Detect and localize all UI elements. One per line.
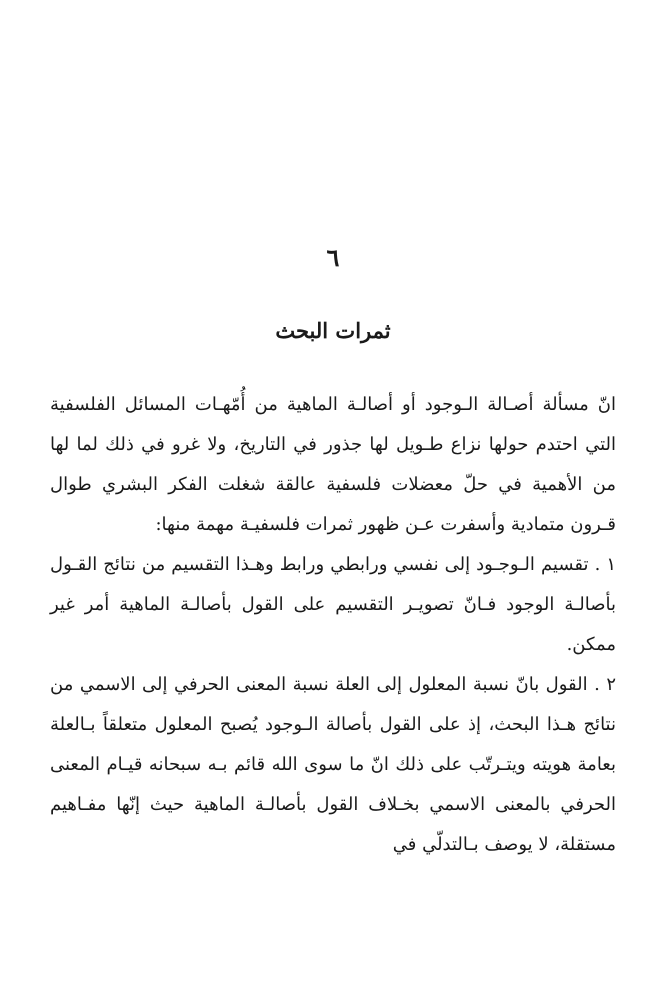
- point-1-paragraph: ١ . تقسيم الـوجـود إلى نفسي ورابطي ورابط وهـذا التقسيم من نتائج القـول بأصالـة الوجود فـانّ تصويـر التقسيم على القول بأصالـة الماهية أمر غير ممكن.: [50, 554, 616, 655]
- chapter-title: ثمرات البحث: [275, 318, 391, 343]
- point-2-paragraph: ٢ . القول بانّ نسبة المعلول إلى العلة نسبة المعنى الحرفي إلى الاسمي من نتائج هـذا البحث، إذ على القول بأصالة الـوجود يُصبح المعلول متعلقاً بـالعلة بعامة هويته ويتـرتّب على ذلك انّ ما سوى الله قائم بـه سبحانه قيـام المعنى الحرفي بالمعنى الاسمي بخـلاف القول بأصالـة الماهية حيث إنّها مفـاهيم مستقلة، لا يوصف بـالتدلّي في: [50, 674, 616, 855]
- intro-paragraph: انّ مسألة أصـالة الـوجود أو أصالـة الماهية من أُمّهـات المسائل الفلسفية التي احتدم حولها نزاع طـويل لها جذور في التاريخ، ولا غرو في ذلك لما لها من الأهمية في حلّ معضلات فلسفية عالقة شغلت الفكر البشري طوال قـرون متمادية وأسفرت عـن ظهور ثمرات فلسفيـة مهمة منها:: [50, 394, 616, 535]
- body-text: [50, 385, 616, 865]
- chapter-number: ٦: [326, 243, 340, 272]
- book-page: [50, 0, 616, 987]
